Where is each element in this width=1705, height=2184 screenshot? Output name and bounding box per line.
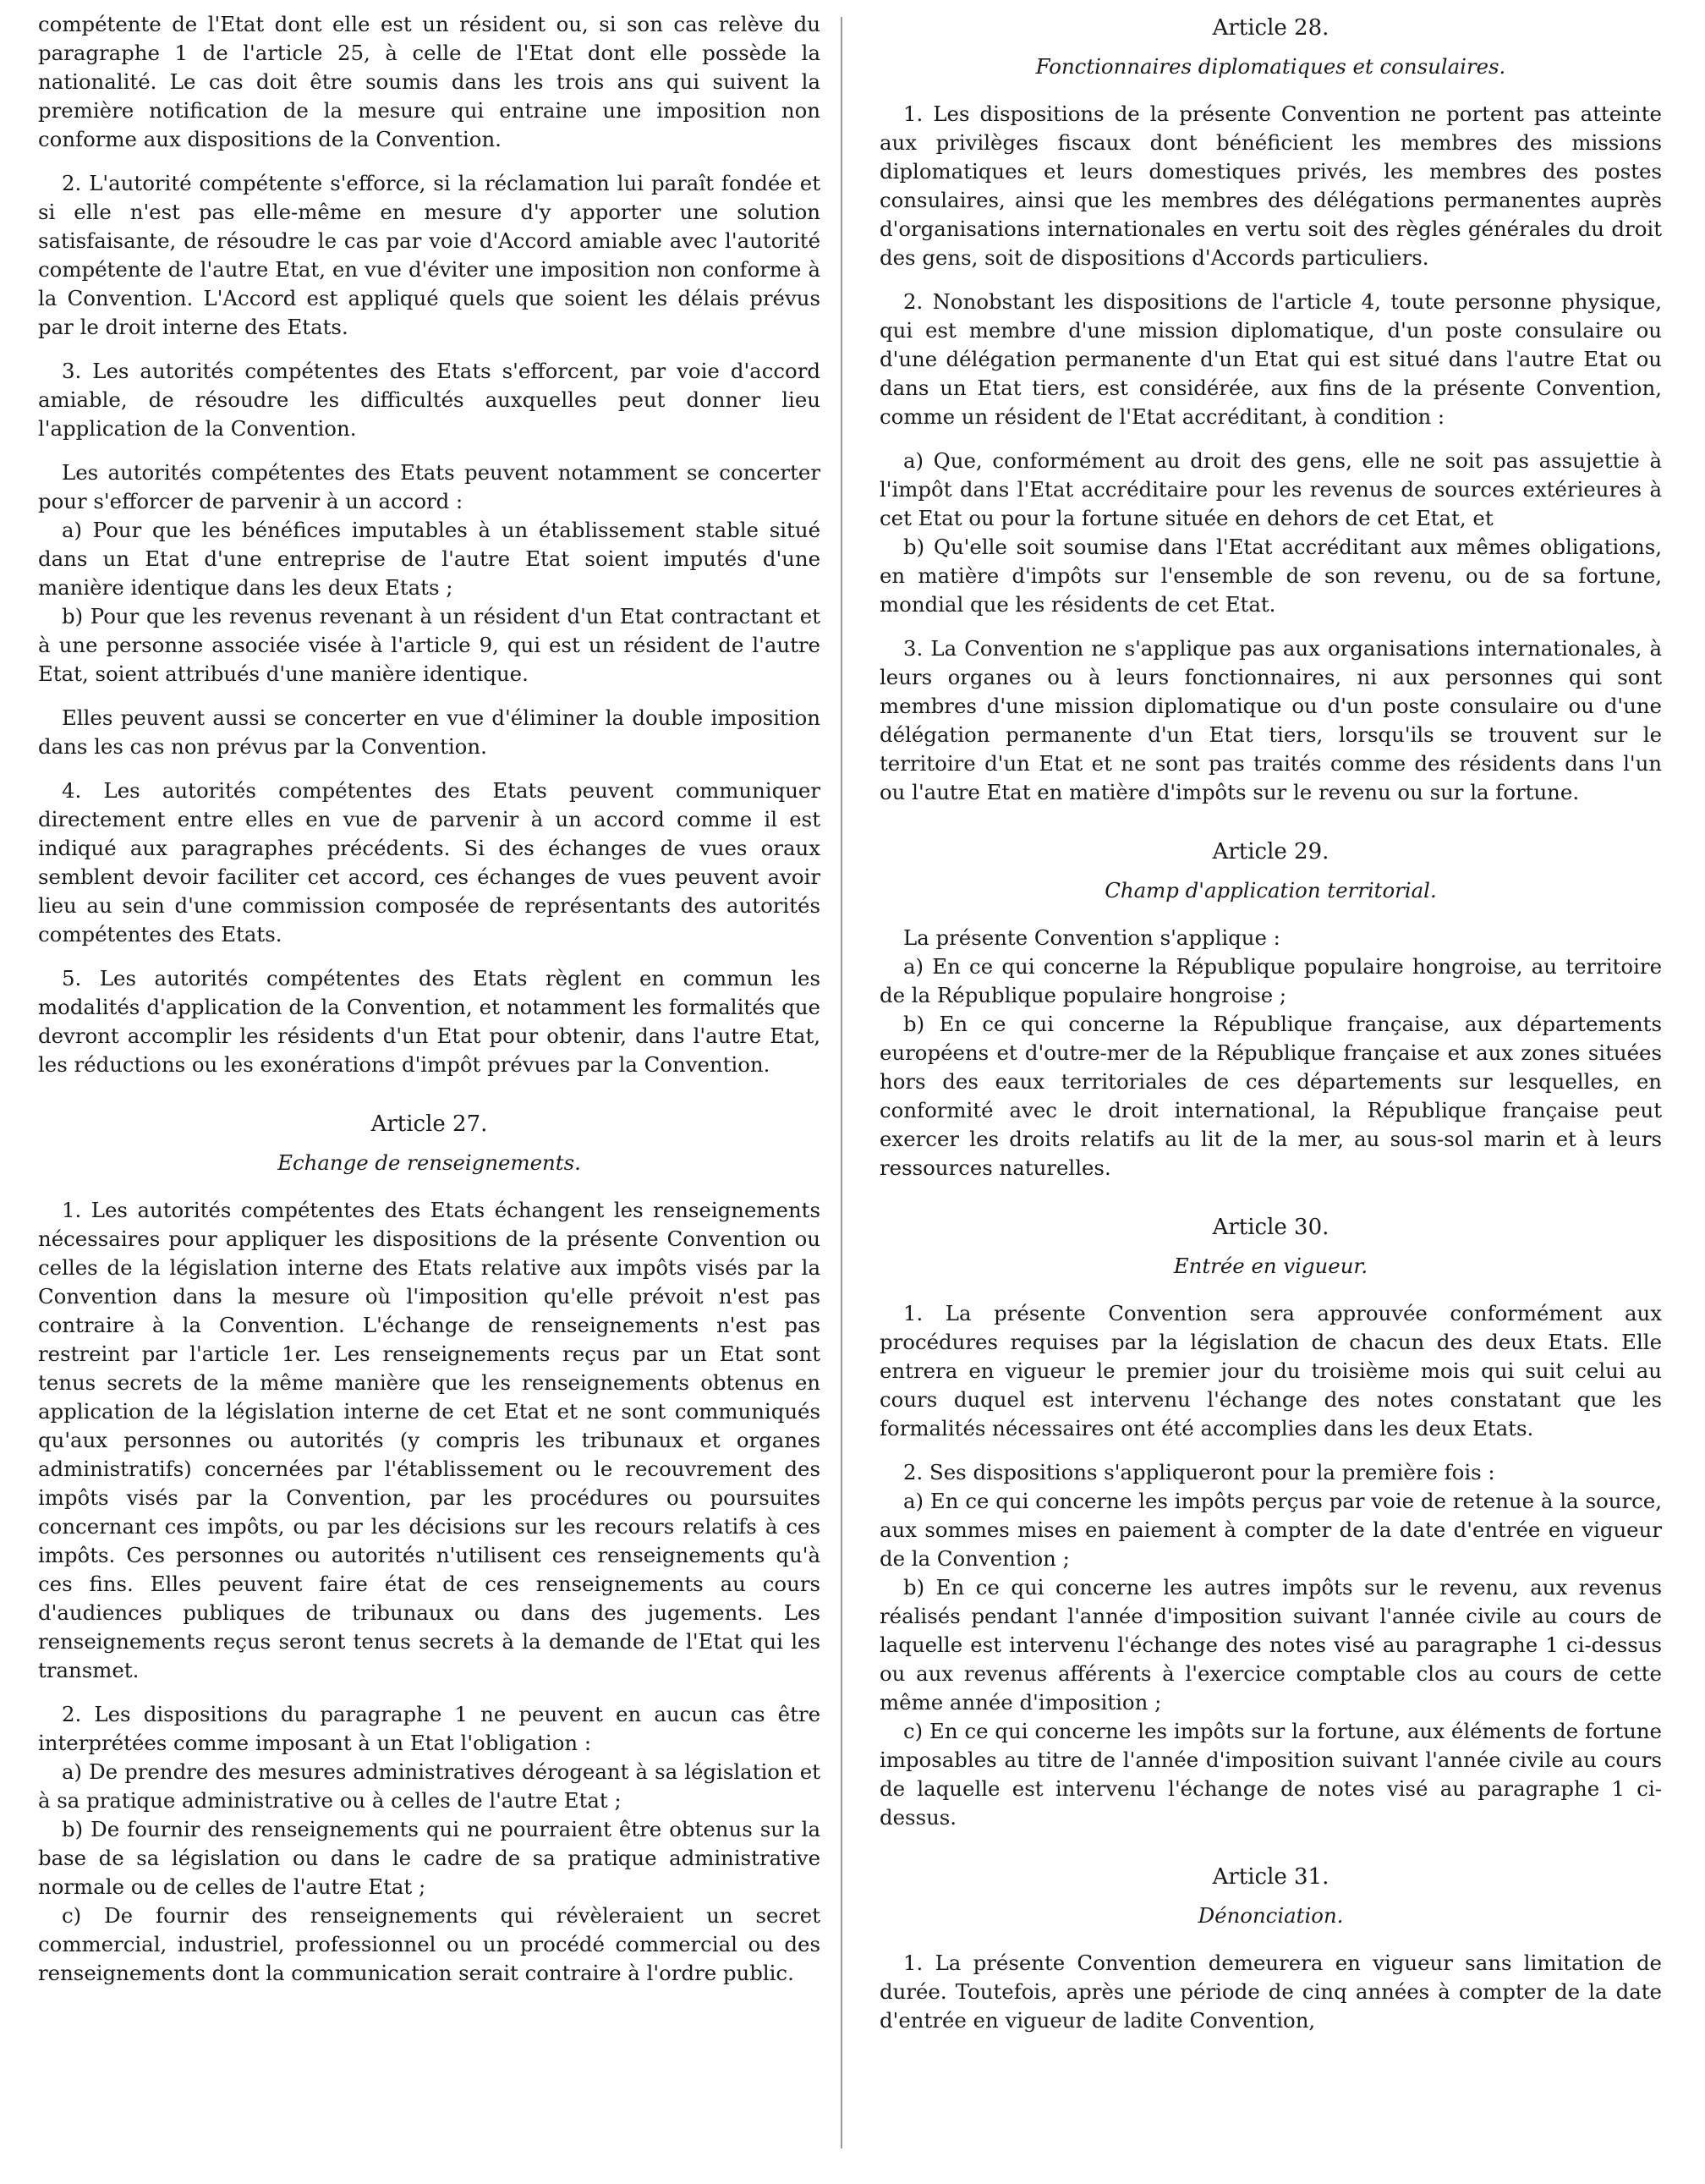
paragraph: a) En ce qui concerne la République populaire hongroise, au territoire de la République populaire hongroise ; xyxy=(880,954,1662,1007)
paragraph: 2. L'autorité compétente s'efforce, si la réclamation lui paraît fondée et si elle n'est pas elle-même en mesure d'y apporter une solution satisfaisante, de résoudre le cas par voie d'Accord amiable avec l'autorité compétente de l'autre Etat, en vue d'éviter une imposition non conforme à la Convention. L'Accord est appliqué quels que soient les délais prévus par le droit interne des Etats. xyxy=(38,171,820,339)
article-31-title: Article 31. xyxy=(1212,1864,1329,1890)
paragraph: 2. Ses dispositions s'appliqueront pour la première fois : xyxy=(903,1460,1495,1484)
paragraph: La présente Convention s'applique : xyxy=(903,925,1280,950)
paragraph: a) Pour que les bénéfices imputables à un établissement stable situé dans un Etat d'une entreprise de l'autre Etat soient imputés d'une manière identique dans les deux Etats ; xyxy=(38,518,820,600)
article-30-title: Article 30. xyxy=(1212,1215,1329,1240)
article-27-subtitle: Echange de renseignements. xyxy=(277,1150,581,1175)
paragraph: 1. La présente Convention demeurera en vigueur sans limitation de durée. Toutefois, après une période de cinq années à compter de la date d'entrée en vigueur de ladite Convention, xyxy=(880,1951,1662,2033)
paragraph: 3. La Convention ne s'applique pas aux organisations internationales, à leurs organes ou à leurs fonctionnaires, ni aux personnes qui sont membres d'une mission diplomatique ou d'un poste consulaire ou d'une délégation permanente d'un Etat tiers, lorsqu'ils se trouvent sur le territoire d'un Etat et ne sont pas traités comme des résidents dans l'un ou l'autre Etat en matière d'impôts sur le revenu ou sur la fortune. xyxy=(880,636,1662,804)
paragraph: Les autorités compétentes des Etats peuvent notamment se concerter pour s'efforcer de parvenir à un accord : xyxy=(38,460,820,513)
paragraph: b) Qu'elle soit soumise dans l'Etat accréditant aux mêmes obligations, en matière d'impôts sur l'ensemble de son revenu, ou de sa fortune, mondial que les résidents de cet Etat. xyxy=(880,535,1662,617)
paragraph: a) En ce qui concerne les impôts perçus par voie de retenue à la source, aux sommes mises en paiement à compter de la date d'entrée en vigueur de la Convention ; xyxy=(880,1489,1662,1571)
article-31-subtitle: Dénonciation. xyxy=(1198,1903,1344,1928)
article-27-title: Article 27. xyxy=(370,1111,488,1137)
paragraph: a) Que, conformément au droit des gens, elle ne soit pas assujettie à l'impôt dans l'Etat accréditaire pour les revenus de sources extérieures à cet Etat ou pour la fortune située en dehors de cet Etat, et xyxy=(880,448,1662,530)
paragraph: c) De fournir des renseignements qui révèleraient un secret commercial, industriel, professionnel ou un procédé commercial ou des renseignements dont la communication serait contraire à l'ordre public. xyxy=(38,1903,820,1985)
paragraph: a) De prendre des mesures administratives dérogeant à sa législation et à sa pratique administrative ou à celles de l'autre Etat ; xyxy=(38,1759,820,1813)
column-divider xyxy=(841,17,842,2148)
paragraph: b) En ce qui concerne les autres impôts sur le revenu, aux revenus réalisés pendant l'année d'imposition suivant l'année civile au cours de laquelle est intervenu l'échange des notes visé au paragraphe 1 ci-dessus ou aux revenus afférents à l'exercice comptable clos au cours de cette même année d'imposition ; xyxy=(880,1575,1662,1715)
paragraph: 4. Les autorités compétentes des Etats peuvent communiquer directement entre elles en vue de parvenir à un accord comme il est indiqué aux paragraphes précédents. Si des échanges de vues oraux semblent devoir faciliter cet accord, ces échanges de vues peuvent avoir lieu au sein d'une commission composée de représentants des autorités compétentes des Etats. xyxy=(38,778,820,947)
paragraph: compétente de l'Etat dont elle est un résident ou, si son cas relève du paragraphe 1 de l'article 25, à celle de l'Etat dont elle possède la nationalité. Le cas doit être soumis dans les trois ans qui suivent la première notification de la mesure qui entraine une imposition non conforme aux dispositions de la Convention. xyxy=(38,12,820,151)
article-28-title: Article 28. xyxy=(1212,15,1329,41)
paragraph: b) Pour que les revenus revenant à un résident d'un Etat contractant et à une personne associée visée à l'article 9, qui est un résident de l'autre Etat, soient attribués d'une manière identique. xyxy=(38,604,820,686)
paragraph: b) En ce qui concerne la République française, aux départements européens et d'outre-mer de la République française et aux zones situées hors des eaux territoriales de ces départements sur lesquelles, en conformité avec le droit international, la République française peut exercer les droits relatifs au lit de la mer, au sous-sol marin et à leurs ressources naturelles. xyxy=(880,1012,1662,1180)
left-column xyxy=(38,10,820,1988)
paragraph: 1. Les autorités compétentes des Etats échangent les renseignements nécessaires pour appliquer les dispositions de la présente Convention ou celles de la législation interne des Etats relative aux impôts visés par la Convention dans la mesure où l'imposition qu'elle prévoit n'est pas contraire à la Convention. L'échange de renseignements n'est pas restreint par l'article 1er. Les renseignements reçus par un Etat sont tenus secrets de la même manière que les renseignements obtenus en application de la législation interne de cet Etat et ne sont communiqués qu'aux personnes ou autorités (y compris les tribunaux et organes administratifs) concernées par l'établissement ou le recouvrement des impôts visés par la Convention, par les procédures ou poursuites concernant ces impôts, ou par les décisions sur les recours relatifs à ces impôts. Ces personnes ou autorités n'utilisent ces renseignements qu'à ces fins. Elles peuvent faire état de ces renseignements au cours d'audiences publiques de tribunaux ou dans des jugements. Les renseignements reçus seront tenus secrets à la demande de l'Etat qui les transmet. xyxy=(38,1198,820,1682)
paragraph: b) De fournir des renseignements qui ne pourraient être obtenus sur la base de sa législation ou dans le cadre de sa pratique administrative normale ou de celles de l'autre Etat ; xyxy=(38,1817,820,1899)
article-29-subtitle: Champ d'application territorial. xyxy=(1105,878,1437,903)
paragraph: Elles peuvent aussi se concerter en vue d'éliminer la double imposition dans les cas non prévus par la Convention. xyxy=(38,705,820,759)
article-29-title: Article 29. xyxy=(1212,839,1329,864)
paragraph: 2. Nonobstant les dispositions de l'article 4, toute personne physique, qui est membre d'une mission diplomatique, d'un poste consulaire ou d'une délégation permanente d'un Etat qui est situé dans l'autre Etat ou dans un Etat tiers, est considérée, aux fins de la présente Convention, comme un résident de l'Etat accréditant, à condition : xyxy=(880,289,1662,429)
right-column xyxy=(880,10,1662,2050)
article-30-subtitle: Entrée en vigueur. xyxy=(1173,1254,1368,1278)
article-28-subtitle: Fonctionnaires diplomatiques et consulaires. xyxy=(1035,54,1506,79)
paragraph: 3. Les autorités compétentes des Etats s'efforcent, par voie d'accord amiable, de résoudre les difficultés auxquelles peut donner lieu l'application de la Convention. xyxy=(38,359,820,441)
paragraph: 2. Les dispositions du paragraphe 1 ne peuvent en aucun cas être interprétées comme imposant à un Etat l'obligation : xyxy=(38,1702,820,1755)
paragraph: 1. Les dispositions de la présente Convention ne portent pas atteinte aux privilèges fiscaux dont bénéficient les membres des missions diplomatiques et leurs domestiques privés, les membres des postes consulaires, ainsi que les membres des délégations permanentes auprès d'organisations internationales en vertu soit des règles générales du droit des gens, soit de dispositions d'Accords particuliers. xyxy=(880,102,1662,270)
paragraph: 5. Les autorités compétentes des Etats règlent en commun les modalités d'application de la Convention, et notamment les formalités que devront accomplir les résidents d'un Etat pour obtenir, dans l'autre Etat, les réductions ou les exonérations d'impôt prévues par la Convention. xyxy=(38,966,820,1077)
paragraph: c) En ce qui concerne les impôts sur la fortune, aux éléments de fortune imposables au titre de l'année d'imposition suivant l'année civile au cours de laquelle est intervenu l'échange de notes visé au paragraphe 1 ci-dessus. xyxy=(880,1719,1662,1830)
paragraph: 1. La présente Convention sera approuvée conformément aux procédures requises par la législation de chacun des deux Etats. Elle entrera en vigueur le premier jour du troisième mois qui suit celui au cours duquel est intervenu l'échange des notes constatant que les formalités nécessaires ont été accomplies dans les deux Etats. xyxy=(880,1301,1662,1440)
